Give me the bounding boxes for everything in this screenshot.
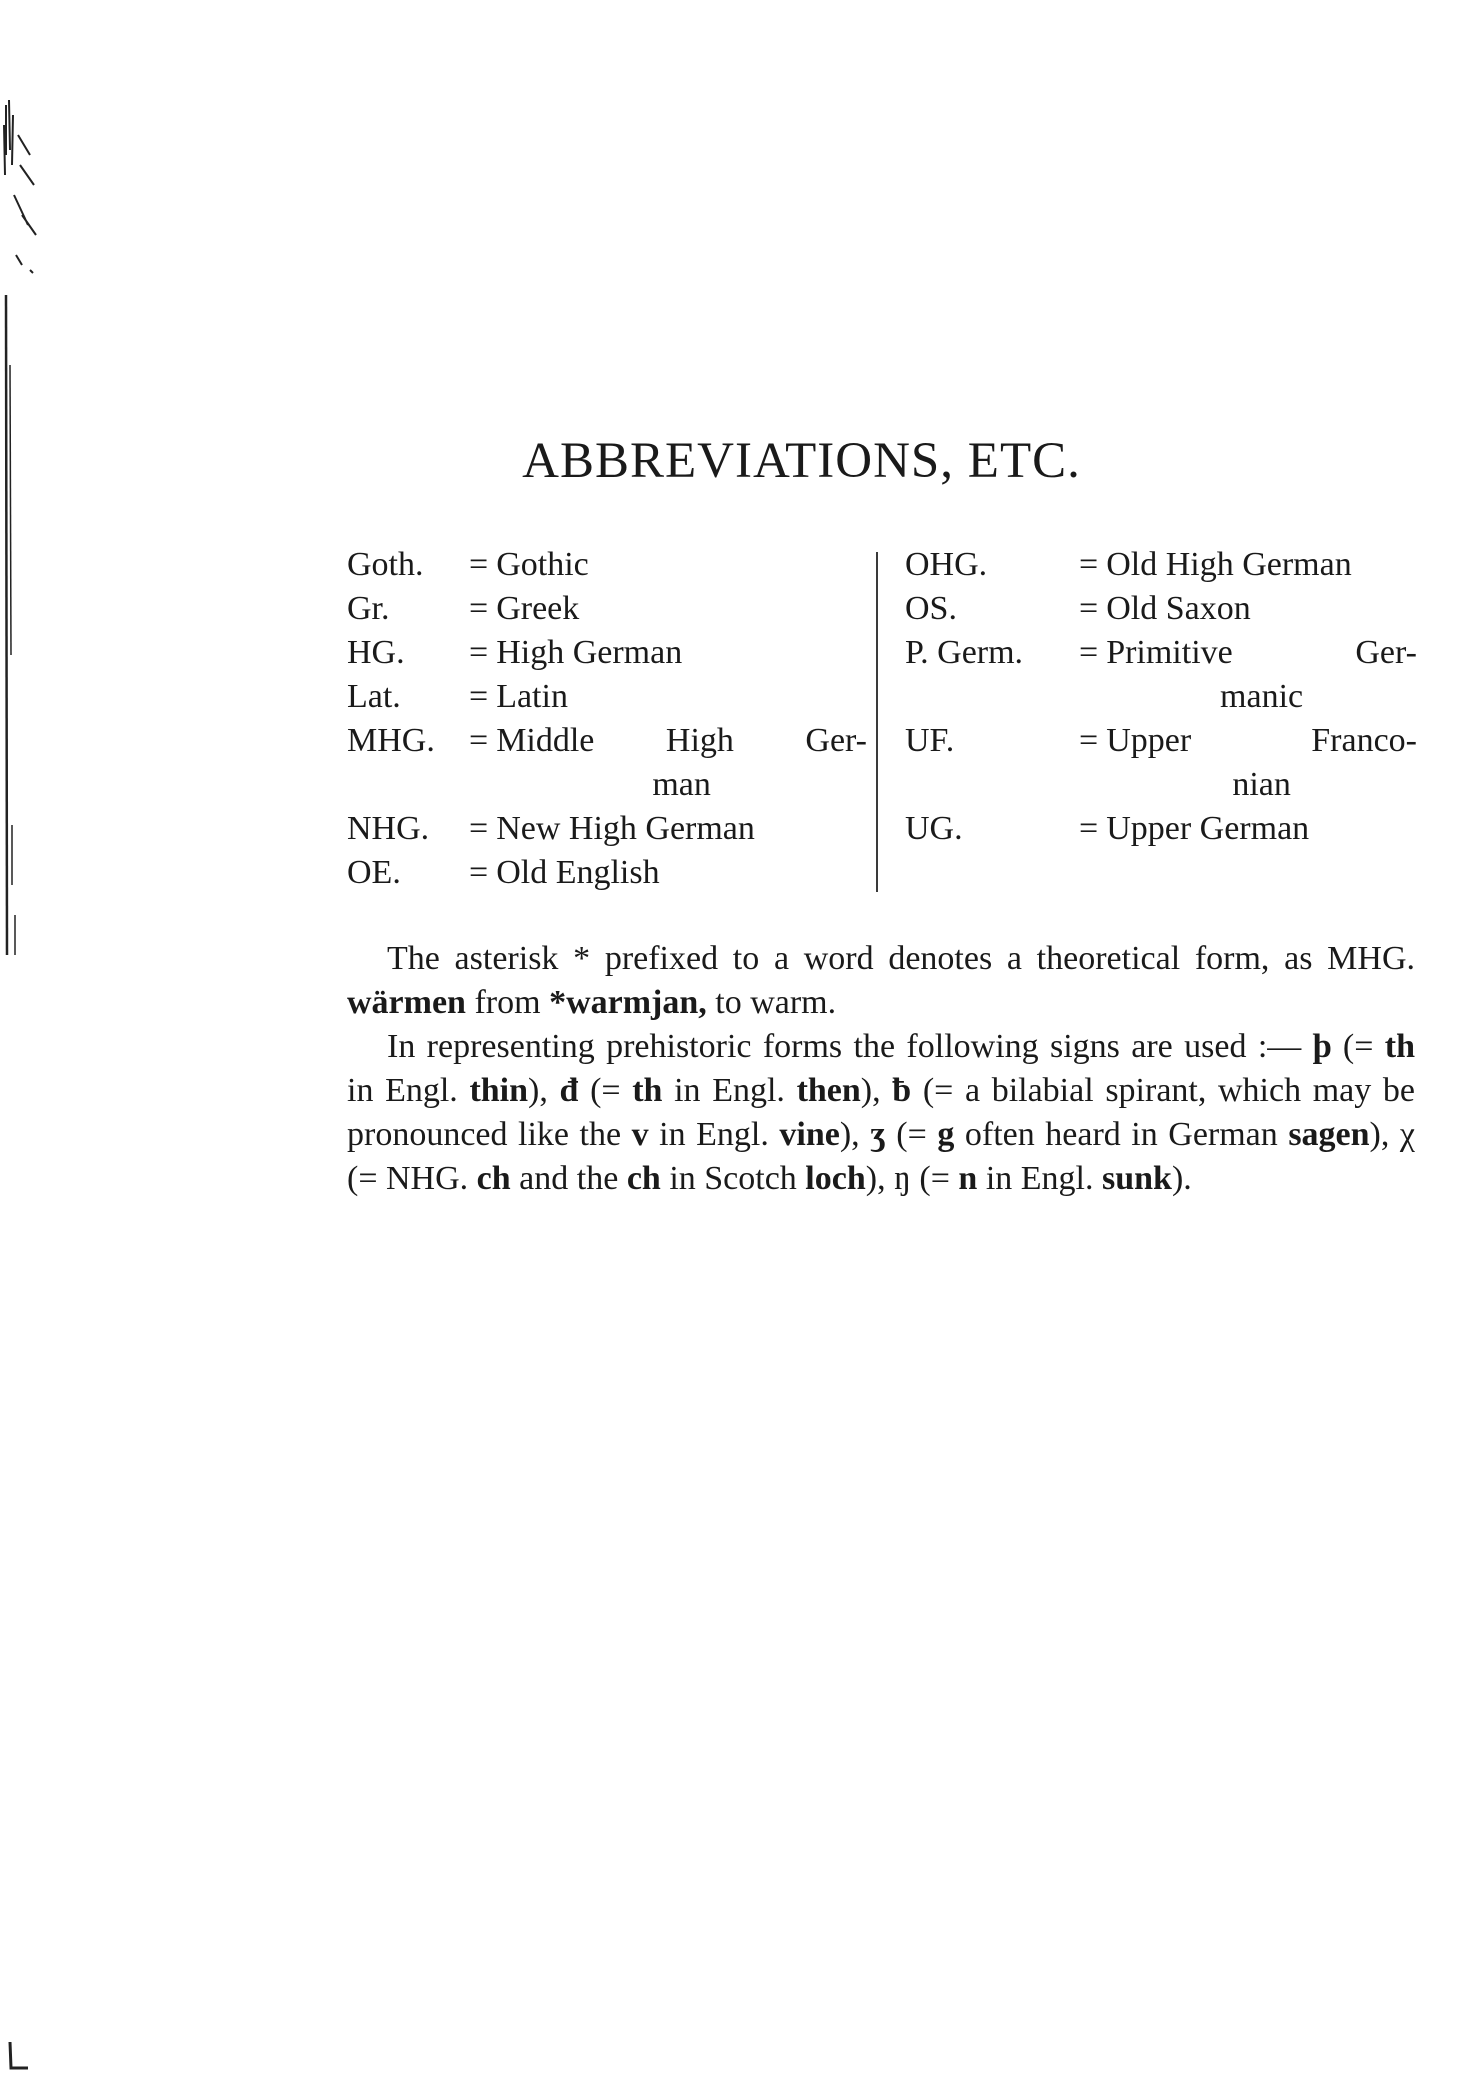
- abbr-definition: Old English: [496, 854, 660, 891]
- text-run: vine: [779, 1116, 840, 1153]
- text-run: *warmjan,: [549, 984, 707, 1021]
- text-run: in Scotch: [660, 1160, 806, 1197]
- scan-corner-mark: [8, 2040, 32, 2075]
- abbr-definition: Middle High Ger-: [496, 722, 867, 759]
- abbr-row-continuation: [905, 763, 1417, 807]
- abbr-row: [347, 851, 867, 895]
- abbreviations-right-column: [905, 543, 1417, 851]
- text-run: sunk: [1102, 1160, 1172, 1197]
- text-run: (=: [578, 1072, 633, 1109]
- equals-sign: =: [469, 590, 489, 627]
- text-run: ),: [860, 1072, 893, 1109]
- abbr-term: OS.: [905, 590, 957, 627]
- text-run: thin: [469, 1072, 529, 1109]
- column-divider: [876, 552, 878, 892]
- abbr-row: [347, 587, 867, 631]
- abbr-term: Gr.: [347, 590, 390, 627]
- sign-crossed-d: đ: [559, 1072, 579, 1109]
- abbreviations-left-column: [347, 543, 867, 895]
- abbr-term: Goth.: [347, 546, 424, 583]
- text-run: th: [632, 1072, 663, 1109]
- equals-sign: =: [469, 722, 489, 759]
- text-run: wärmen: [347, 984, 466, 1021]
- text-run: sagen: [1288, 1116, 1370, 1153]
- abbr-term: UF.: [905, 722, 955, 759]
- equals-sign: =: [1079, 590, 1099, 627]
- text-run: often heard in German: [954, 1116, 1289, 1153]
- text-run: ),: [528, 1072, 560, 1109]
- abbr-definition-continuation: nian: [1232, 766, 1291, 803]
- abbr-definition: Gothic: [496, 546, 589, 583]
- abbr-row: [347, 807, 867, 851]
- sign-eng: ŋ: [894, 1160, 911, 1197]
- prehistoric-signs-paragraph: [347, 1025, 1415, 1201]
- abbr-definition: Upper German: [1106, 810, 1310, 847]
- text-run: loch: [805, 1160, 866, 1197]
- text-run: and the: [510, 1160, 627, 1197]
- abbr-term: P. Germ.: [905, 634, 1024, 671]
- abbr-term: UG.: [905, 810, 963, 847]
- abbr-definition: New High German: [496, 810, 755, 847]
- equals-sign: =: [469, 546, 489, 583]
- abbr-term: OHG.: [905, 546, 988, 583]
- equals-sign: =: [469, 854, 489, 891]
- abbr-definition: Old Saxon: [1106, 590, 1251, 627]
- text-run: in Engl.: [662, 1072, 797, 1109]
- text-run: in Engl.: [347, 1072, 470, 1109]
- abbr-definition: Latin: [496, 678, 568, 715]
- abbr-row: [905, 807, 1417, 851]
- text-run: (= a bilabial spirant, which may be pronounced like the: [347, 1072, 1415, 1153]
- abbr-term: OE.: [347, 854, 401, 891]
- abbr-row: [905, 587, 1417, 631]
- text-run: In representing prehistoric forms the following signs are used :—: [387, 1028, 1313, 1065]
- text-run: in Engl.: [648, 1116, 780, 1153]
- text-run: th: [1384, 1028, 1415, 1065]
- asterisk-note-paragraph: [347, 937, 1415, 1025]
- text-run: ),: [865, 1160, 895, 1197]
- text-run: (= NHG.: [347, 1160, 477, 1197]
- equals-sign: =: [1079, 634, 1099, 671]
- text-run: in Engl.: [977, 1160, 1102, 1197]
- equals-sign: =: [1079, 810, 1099, 847]
- text-run: from: [465, 984, 550, 1021]
- abbr-row-continuation: [347, 763, 867, 807]
- abbr-term: HG.: [347, 634, 405, 671]
- abbr-definition: Old High German: [1106, 546, 1352, 583]
- text-run: ),: [839, 1116, 871, 1153]
- text-run: (=: [910, 1160, 959, 1197]
- sign-chi: χ: [1399, 1116, 1415, 1153]
- text-run: (=: [885, 1116, 938, 1153]
- abbr-term: NHG.: [347, 810, 430, 847]
- abbr-row: [347, 631, 867, 675]
- equals-sign: =: [469, 810, 489, 847]
- text-run: (=: [1331, 1028, 1385, 1065]
- abbr-term: MHG.: [347, 722, 435, 759]
- equals-sign: =: [1079, 546, 1099, 583]
- text-run: then: [796, 1072, 861, 1109]
- text-run: The asterisk * prefixed to a word denotes a theoretical form, as MHG.: [387, 940, 1415, 977]
- text-run: ),: [1369, 1116, 1400, 1153]
- abbr-row: [905, 543, 1417, 587]
- equals-sign: =: [1079, 722, 1099, 759]
- text-run: ch: [626, 1160, 661, 1197]
- abbr-definition: Primitive Ger-: [1106, 634, 1417, 671]
- abbr-definition: Greek: [496, 590, 580, 627]
- equals-sign: =: [469, 678, 489, 715]
- abbr-definition-continuation: man: [652, 766, 711, 803]
- text-run: ).: [1171, 1160, 1192, 1197]
- abbr-definition-continuation: manic: [1220, 678, 1304, 715]
- scan-margin-artifact: [0, 95, 50, 955]
- sign-yogh: ʒ: [870, 1116, 886, 1153]
- abbr-definition: Upper Franco-: [1106, 722, 1417, 759]
- abbr-row-continuation: [905, 675, 1417, 719]
- text-run: v: [631, 1116, 649, 1153]
- abbr-row: [347, 719, 867, 763]
- abbr-definition: High German: [496, 634, 683, 671]
- text-run: ch: [476, 1160, 511, 1197]
- abbr-row: [347, 543, 867, 587]
- abbr-row: [905, 719, 1417, 763]
- notes-section: [347, 937, 1415, 1201]
- abbr-row: [905, 631, 1417, 675]
- sign-thorn: þ: [1312, 1028, 1332, 1065]
- text-run: n: [958, 1160, 978, 1197]
- page-title: ABBREVIATIONS, ETC.: [522, 433, 1081, 489]
- text-run: g: [937, 1116, 955, 1153]
- equals-sign: =: [469, 634, 489, 671]
- sign-crossed-b: ƀ: [892, 1072, 912, 1109]
- abbr-term: Lat.: [347, 678, 401, 715]
- abbr-row: [347, 675, 867, 719]
- text-run: to warm.: [706, 984, 837, 1021]
